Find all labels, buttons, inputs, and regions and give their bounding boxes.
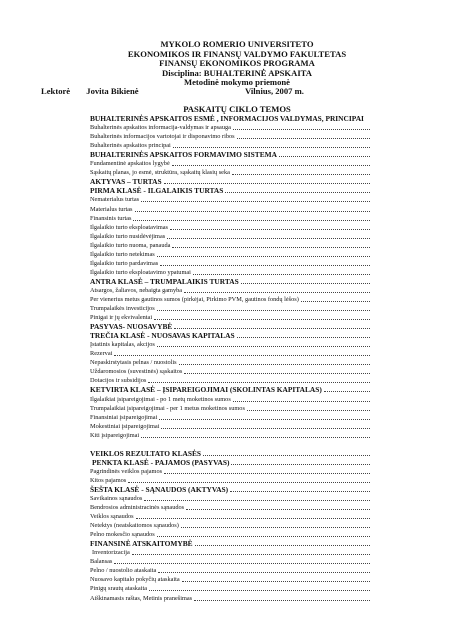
dot-leader [144,500,370,501]
toc-entry [90,566,370,575]
dot-leader [157,346,370,347]
lecturer-label: Lektorė [41,86,71,96]
dot-leader [195,545,370,546]
dot-leader [232,174,370,175]
toc-entry [90,539,370,548]
toc-entry [90,422,370,431]
toc-entry-label: BUHALTERINĖS APSKAITOS ESMĖ , INFORMACIJOS VALDYMAS, PRINCIPAI [90,114,364,124]
toc-entry [90,223,370,232]
toc-entry-label: Buhalterinės apskaitos informacija-valdymas ir apsauga [90,124,231,132]
toc-entry-label: ANTRA KLASĖ – TRUMPALAIKIS TURTAS [90,276,239,286]
dot-leader [186,509,370,510]
toc-entry [90,123,370,132]
toc-entry [90,313,370,322]
toc-entry [90,232,370,241]
dot-leader [141,201,370,202]
toc-entry-label: Mokestiniai įsipareigojimai [90,422,160,430]
toc-entry-label: BUHALTERINĖS APSKAITOS FORMAVIMO SISTEMA [90,150,277,160]
toc-entry-label: Nematerialus turtas [90,196,140,204]
dot-leader [181,527,370,528]
dot-leader [164,183,370,184]
toc-entry-label: Ilgalaikio turto eksploatavimo ypatumai [90,268,191,276]
dot-leader [184,292,370,293]
program-name: FINANSŲ EKONOMIKOS PROGRAMA [159,58,315,69]
toc-entry [90,277,370,286]
toc-entry [90,530,370,539]
toc-entry-label: Trumpalaikės investicijos [90,305,155,313]
dot-leader [247,410,370,411]
toc-entry-label: Inventorizacija [92,549,130,557]
toc-entry-label: Pinigų srautų ataskaita [90,585,148,593]
toc-entry [90,195,370,204]
toc-entry [90,141,370,150]
dot-leader [160,265,370,266]
dot-leader [164,473,370,474]
dot-leader [203,455,370,456]
toc-entry [90,512,370,521]
toc-entry-label: Pagrindinės veiklos pajamos [90,467,163,475]
toc-entry-label: FINANSINĖ ATSKAITOMYBĖ [90,539,193,549]
faculty-name: EKONOMIKOS IR FINANSŲ VALDYMO FAKULTETAS [127,48,347,59]
toc-entry-label: Bendrosios administracinės sąnaudos [90,504,185,512]
dot-leader [182,581,370,582]
toc-entry [90,114,370,123]
toc-entry [90,476,370,485]
toc-entry [90,349,370,358]
toc-entry-label: PASYVAS- NUOSAVYBĖ [90,322,173,332]
dot-leader [225,192,370,193]
toc-entry [90,575,370,584]
dot-leader [135,211,371,212]
discipline-name: Disciplina: BUHALTERINĖ APSKAITA [162,67,312,78]
toc-entry-label: TREČIA KLASĖ - NUOSAVAS KAPITALAS [90,331,235,341]
toc-entry [90,186,370,195]
dot-leader [158,572,370,573]
toc-entry [90,322,370,331]
dot-leader [157,256,370,257]
toc-entry-label: Trumpalaikiai įsipareigojimai - per 1 metus moketinos sumos [90,404,245,412]
toc-entry-label: Pinigai ir jų ekvivalentai [90,314,153,322]
dot-leader [231,464,370,465]
table-of-contents [90,114,370,603]
dot-leader [230,491,370,492]
toc-entry-label: Fundamentinė apskaitos lygybė [90,160,170,168]
toc-entry-label: KETVIRTA KLASĖ – ĮSIPAREIGOJIMAI (SKOLINTAS KAPITALAS) [90,385,322,395]
toc-entry [90,295,370,304]
toc-entry-label: Netektys (neatskaitomos sąnaudos) [90,522,179,530]
toc-entry-label: Ilgalaikio turto nusidėvėjimas [90,232,166,240]
dot-leader [161,428,370,429]
toc-entry [90,548,370,557]
toc-entry-label: Dotacijos ir subsidijos [90,377,147,385]
toc-entry [90,150,370,159]
dot-leader [173,147,370,148]
toc-entry [90,584,370,593]
dot-leader [167,238,370,239]
toc-entry-label: Įstatinis kapitalas, akcijos [90,341,155,349]
toc-entry-label: Atsargos, žaliavos, nebaigta gamyba [90,286,183,294]
toc-entry-label: Ilgalaikio turto netekimas [90,250,155,258]
toc-spacer [90,440,370,449]
toc-entry [90,367,370,376]
toc-entry-label: VEIKLOS REZULTATO KLASĖS [90,448,202,458]
lecturer-line [41,86,139,96]
toc-entry-label: Pelno mokesčio sąnaudos [90,531,155,539]
dot-leader [170,229,370,230]
toc-entry [90,204,370,213]
dot-leader [193,274,370,275]
toc-entry-label: Kiti įsipareigojimai [90,431,140,439]
dot-leader [148,382,370,383]
toc-entry [90,503,370,512]
document-type: Metodinė mokymo priemonė [184,77,290,88]
toc-entry-label: Materialus turtas [90,205,133,213]
dot-leader [237,337,370,338]
toc-entry-label: Buhalterinės informacijos vartotojai ir disponavimo ribos [90,133,235,141]
toc-entry [90,521,370,530]
toc-entry [90,467,370,476]
dot-leader [154,319,370,320]
toc-entry [90,385,370,394]
toc-entry [90,241,370,250]
toc-entry-label: Pelno / nuostolio ataskaita [90,567,157,575]
dot-leader [174,328,370,329]
toc-entry [90,431,370,440]
document-header [0,40,474,88]
toc-entry-label: Kitos pajamos [90,476,127,484]
dot-leader [114,355,370,356]
toc-entry [90,168,370,177]
toc-entry-label: Balansas [90,558,113,566]
dot-leader [114,563,370,564]
toc-title: PASKAITŲ CIKLO TEMOS [183,104,291,114]
toc-entry [90,268,370,277]
toc-entry-label: Aiškinamasis raštas, Metinis pranešimas [90,594,193,602]
lecturer-name: Jovita Bikienė [86,86,139,96]
toc-entry [90,413,370,422]
dot-leader [157,310,370,311]
dot-leader [172,247,370,248]
toc-entry [90,214,370,223]
toc-entry-label: Ilgalaikiai įsipareigojimai - po 1 metų moketinos sumos [90,395,231,403]
dot-leader [159,419,370,420]
dot-leader [132,554,370,555]
toc-entry [90,593,370,602]
toc-entry [90,259,370,268]
toc-entry-label: Per vienerius metus gautinos sumos (pirkėjai, Pirkimo PVM, gautinos fondų lėšos) [90,295,299,303]
toc-entry [90,404,370,413]
dot-leader [241,283,370,284]
dot-leader [157,536,370,537]
dot-leader [179,364,370,365]
toc-entry-label: PENKTA KLASĖ - PAJAMOS (PASYVAS) [92,457,230,467]
toc-entry [90,394,370,403]
dot-leader [149,590,370,591]
toc-entry-label: AKTYVAS – TURTAS [90,177,162,187]
place-date: Vilnius, 2007 m. [245,86,304,96]
toc-entry-label: Sąskaitų planas, jo esmė, struktūra, sąskaitų klasių seka [90,169,230,177]
dot-leader [136,518,370,519]
dot-leader [172,165,370,166]
dot-leader [133,220,370,221]
toc-entry-label: Nepaskirstytasis pelnas / nuostolis [90,359,177,367]
toc-entry [90,358,370,367]
toc-entry-label: ŠEŠTA KLASĖ - SĄNAUDOS (AKTYVAS) [90,484,229,494]
dot-leader [194,600,370,601]
toc-entry-label: Buhalterinės apskaitos principai [90,142,171,150]
toc-entry-label: Ilgalaikio turto nuoma, panauda [90,241,171,249]
toc-entry-label: Ilgalaikio turto eksploatavimas [90,223,168,231]
toc-entry-label: Ilgalaikio turto pardavimas [90,259,159,267]
toc-entry-label: Rezervai [90,350,113,358]
toc-entry-label: Finansinis turtas [90,214,132,222]
toc-entry-label: Veiklos sąnaudos [90,513,134,521]
toc-entry [90,250,370,259]
dot-leader [184,373,370,374]
toc-entry [90,286,370,295]
dot-leader [279,156,370,157]
toc-entry [90,304,370,313]
dot-leader [233,129,370,130]
university-name: MYKOLO ROMERIO UNIVERSITETO [160,39,314,49]
toc-entry [90,331,370,340]
toc-entry-label: Nuosavo kapitalo pokyčių ataskaita [90,576,180,584]
toc-entry-label: Finansiniai įsipareigojimai [90,413,158,421]
toc-entry-label: PIRMA KLASĖ - ILGALAIKIS TURTAS [90,186,224,196]
toc-entry [90,177,370,186]
toc-entry [90,458,370,467]
toc-entry [90,485,370,494]
dot-leader [233,401,370,402]
toc-entry [90,376,370,385]
toc-entry [90,340,370,349]
toc-entry-label: Uždaromosios (suvestinės) sąskaitos [90,368,183,376]
dot-leader [237,138,370,139]
dot-leader [128,482,370,483]
dot-leader [324,391,370,392]
dot-leader [301,301,370,302]
dot-leader [141,437,370,438]
toc-entry [90,494,370,503]
toc-entry [90,159,370,168]
toc-entry [90,449,370,458]
toc-entry [90,132,370,141]
toc-entry-label: Savikainos sąnaudos [90,495,143,503]
toc-entry [90,557,370,566]
